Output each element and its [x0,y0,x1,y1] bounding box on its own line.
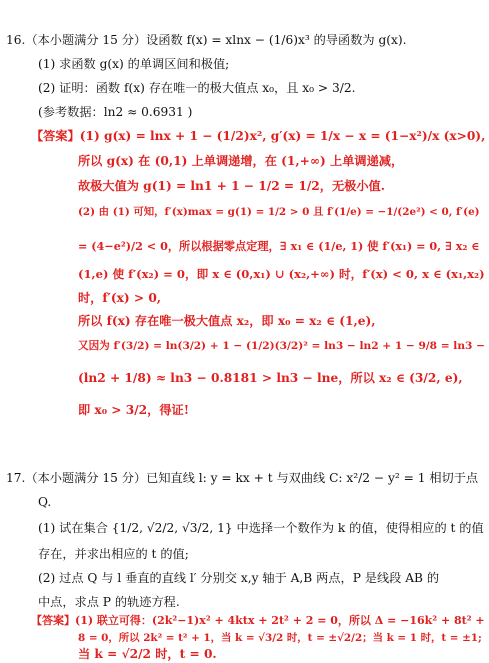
problem-16-reference-data: (参考数据：ln2 ≈ 0.6931 ) [38,105,193,119]
answer-line: = (4−e²)/2 < 0，所以根据零点定理，∃ x₁ ∈ (1/e, 1) 使 f′(x₁) = 0, ∃ x₂ ∈ [78,239,480,253]
problem-17-stem-line-1: 17.（本小题满分 15 分）已知直线 l: y = kx + t 与双曲线 C: x²/2 − y² = 1 相切于点 [6,471,479,485]
answer-line: (1) 联立可得：(2k²−1)x² + 4ktx + 2t² + 2 = 0，所以 Δ = −16k² + 8t² + [75,614,485,627]
answer-line: 即 x₀ > 3/2，得证! [78,403,190,417]
problem-16-stem: 16.（本小题满分 15 分）设函数 f(x) = xlnx − (1/6)x³ 的导函数为 g(x). [6,33,407,47]
answer-line: 时，f′(x) > 0, [78,291,162,305]
answer-line: (1,e) 使 f′(x₂) = 0，即 x ∈ (0,x₁) ∪ (x₂,+∞) 时，f′(x) < 0, x ∈ (x₁,x₂) [78,267,485,281]
answer-line: (ln2 + 1/8) ≈ ln3 − 0.8181 > ln3 − lne，所以 x₂ ∈ (3/2, e), [78,371,463,385]
answer-tag: 【答案】 [31,614,75,627]
answer-line: 当 k = √2/2 时，t = 0. [78,647,217,661]
problem-16-answer-row-1 [31,128,485,145]
problem-17-part-2-cont: 中点，求点 P 的轨迹方程. [38,595,180,609]
problem-17-part-1-cont: 存在，并求出相应的 t 的值; [38,547,189,561]
problem-16-part-1: (1) 求函数 g(x) 的单调区间和极值; [38,57,230,71]
problem-17-answer-row-1 [31,612,485,629]
problem-17-part-2: (2) 过点 Q 与 l 垂直的直线 l′ 分别交 x,y 轴于 A,B 两点，P 是线段 AB 的 [38,571,440,585]
answer-line: 故极大值为 g(1) = ln1 + 1 − 1/2 = 1/2，无极小值. [78,179,385,193]
answer-line: 8 = 0，所以 2k² = t² + 1，当 k = √3/2 时，t = ±√2/2；当 k = 1 时，t = ±1; [78,632,482,644]
answer-line: 又因为 f′(3/2) = ln(3/2) + 1 − (1/2)(3/2)² = ln3 − ln2 + 1 − 9/8 = ln3 − [78,340,485,352]
answer-line: 所以 g(x) 在 (0,1) 上单调递增，在 (1,+∞) 上单调递减， [78,154,404,168]
problem-17-stem-line-2: Q. [38,495,52,509]
problem-17-part-1: (1) 试在集合 {1/2, √2/2, √3/2, 1} 中选择一个数作为 k 的值，使得相应的 t 的值 [38,521,484,535]
answer-line: (2) 由 (1) 可知，f′(x)max = g(1) = 1/2 > 0 且 f′(1/e) = −1/(2e²) < 0, f′(e) [78,206,480,218]
problem-16-part-2: (2) 证明：函数 f(x) 存在唯一的极大值点 x₀，且 x₀ > 3/2. [38,81,356,95]
answer-tag: 【答案】 [31,129,80,143]
answer-line: 所以 f(x) 存在唯一极大值点 x₂，即 x₀ = x₂ ∈ (1,e), [78,314,376,328]
answer-line: (1) g(x) = lnx + 1 − (1/2)x², g′(x) = 1/x − x = (1−x²)/x (x>0), [79,129,486,143]
